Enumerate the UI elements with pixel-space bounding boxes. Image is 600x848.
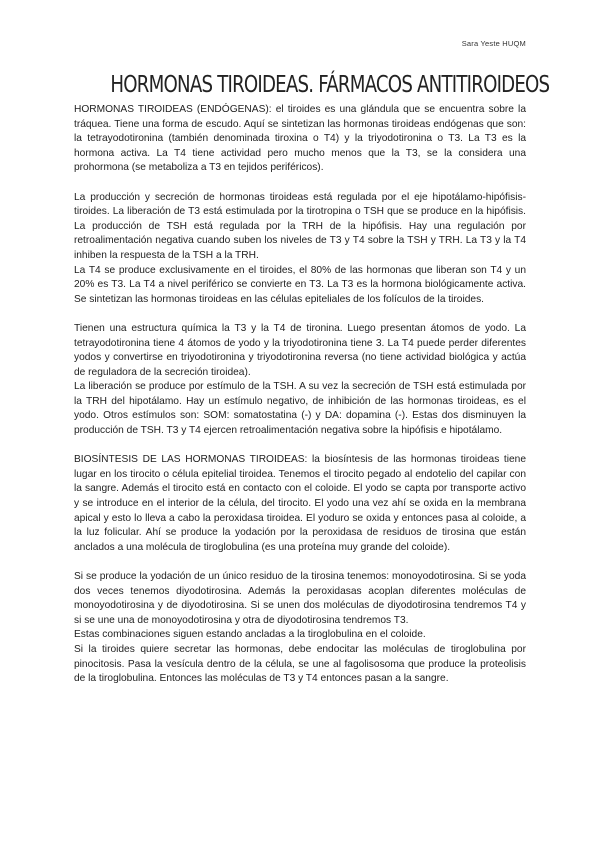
paragraph-combinaciones: Estas combinaciones siguen estando ancladas a la tiroglobulina en el coloide. bbox=[74, 629, 426, 641]
paragraph-yodacion: Si se produce la yodación de un único residuo de la tirosina tenemos: monoyodotirosina. Si se yoda dos veces tenemos diyodotirosina. Además la peroxidasas acoplan diferentes moléculas de monoyodotirosina y de diyodotirosina. Si se unen dos moléculas de diyodotirosina tendremos T4 y si se une una de monoyodotirosina y otra de diyodotirosina tendremos T3. bbox=[74, 571, 526, 626]
paragraph-estructura-quimica: Tienen una estructura química la T3 y la T4 de tironina. Luego presentan átomos de yodo. La tetrayodotironina tiene 4 átomos de yodo y la triyodotironina tiene 3. La T4 puede perder diferentes yodos y convertirse en triyodotironina y triyodotironina reversa (no tiene actividad biológica y actúa de reguladora de la secreción tiroidea). bbox=[74, 322, 526, 378]
paragraph-secrecion: Si la tiroides quiere secretar las hormonas, debe endocitar las moléculas de tiroglobulina por pinocitosis. Pasa la vesícula dentro de la célula, se une al fagolisosoma que produce la proteolisis de la tiroglobulina. Entonces las moléculas de T3 y T4 entonces pasan a la sangre. bbox=[74, 643, 526, 685]
paragraph-biosintesis: BIOSÍNTESIS DE LAS HORMONAS TIROIDEAS: la biosíntesis de las hormonas tiroideas tiene lugar en los tirocito o célula epitelial tiroidea. Tenemos el tirocito pegado al endotelio del capilar con la sangre. Además el tirocito está en contacto con el coloide. El yodo se capta por transporte activo y se introduce en el interior de la célula, del tirocito. El yodo una vez ahí se oxida en la membrana apical y esto lo lleva a cabo la peroxidasa tiroidea. El yoduro se oxida y entonces pasa al coloide, a la luz folicular. Ahí se produce la yodación por la peroxidasa de residuos de tirosina que están anclados a una molécula de tiroglobulina (es una proteína muy grande del coloide). bbox=[74, 454, 526, 553]
paragraph-produccion-t4: La T4 se produce exclusivamente en el tiroides, el 80% de las hormonas que liberan son T4 y un 20% es T3. La T4 a nivel periférico se convierte en T3. La T3 es la hormona biológicamente activa. Se sintetizan las hormonas tiroideas en las células epiteliales de los folículos de la tiroides. bbox=[74, 264, 526, 305]
author-header: Sara Yeste HUQM bbox=[461, 39, 526, 48]
document-body bbox=[74, 103, 526, 687]
paragraph-hormonas-endogenas: HORMONAS TIROIDEAS (ENDÓGENAS): el tiroides es una glándula que se encuentra sobre la tráquea. Tiene una forma de escudo. Aquí se sintetizan las hormonas tiroideas endógenas que son: la tetrayodotironina (también denominada tiroxina o T4) y la triyodotironina o T3. La T3 es la hormona activa. La T4 tiene actividad pero mucho menos que la T3, se la considera una prohormona (se metaboliza a T3 en tejidos periféricos). bbox=[74, 104, 526, 174]
paragraph-liberacion: La liberación se produce por estímulo de la TSH. A su vez la secreción de TSH está estimulada por la TRH del hipotálamo. Hay un estímulo negativo, de inhibición de las hormonas tiroideas, es el yodo. Otros estímulos son: SOM: somatostatina (-) y DA: dopamina (-). Estas dos disminuyen la producción de TSH. T3 y T4 ejercen retroalimentación negativa sobre la hipófisis e hipotálamo. bbox=[74, 381, 526, 437]
paragraph-regulacion-eje: La producción y secreción de hormonas tiroideas está regulada por el eje hipotálamo-hipófisis-tiroides. La liberación de T3 está estimulada por la tirotropina o TSH que se produce en la hipófisis. La producción de TSH está regulada por la TRH de la hipófisis. Hay una regulación por retroalimentación negativa cuando suben los niveles de T3 y T4 sobre la TSH y TRH. La T3 y la T4 inhiben la respuesta de la TSH a la TRH. bbox=[74, 191, 526, 261]
document-title: HORMONAS TIROIDEAS. FÁRMACOS ANTITIROIDEOS bbox=[110, 72, 550, 98]
